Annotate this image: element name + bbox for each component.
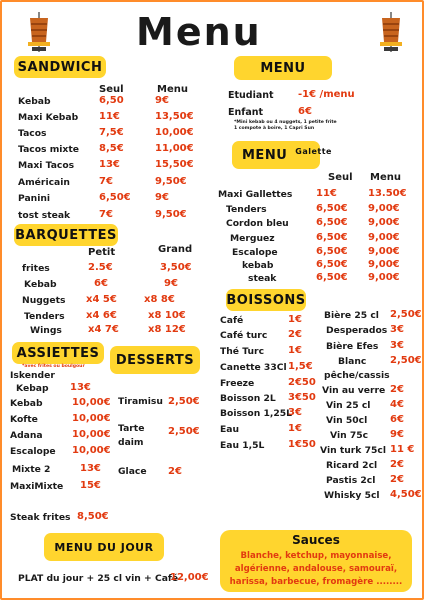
boisson-item-name: pêche/cassis xyxy=(324,370,390,381)
galette-item-menu-price: 9,00€ xyxy=(368,232,400,243)
galette-item-menu-price: 13.50€ xyxy=(368,188,407,199)
galette-header-main: MENU xyxy=(242,147,288,163)
boisson-item-price: 2€ xyxy=(390,384,404,395)
boisson-item-price: 3€ xyxy=(390,324,404,335)
sandwich-item-menu-price: 11,00€ xyxy=(155,143,194,154)
boisson-item-name: Café turc xyxy=(220,330,268,341)
galette-item-name: Merguez xyxy=(230,233,275,244)
sandwich-item-menu-price: 9,50€ xyxy=(155,176,187,187)
assiette-item-name: MaxiMixte xyxy=(10,481,64,492)
barquettes-item-name: Tenders xyxy=(24,311,65,322)
sandwich-item-menu-price: 9€ xyxy=(155,192,169,203)
boisson-item-name: Desperados xyxy=(326,325,388,336)
boisson-item-name: Eau xyxy=(220,424,240,435)
boisson-item-name: Boisson 2L xyxy=(220,393,276,404)
sandwich-item-name: Maxi Tacos xyxy=(18,160,75,171)
barquettes-header: BARQUETTES xyxy=(14,224,118,246)
galette-header-sub: Galette xyxy=(295,146,332,156)
assiette-item-name: Mixte 2 xyxy=(12,464,51,475)
boisson-item-price: 9€ xyxy=(390,429,404,440)
menu-header: MENU xyxy=(234,56,332,80)
galette-item-seul-price: 6,50€ xyxy=(316,259,348,270)
boisson-item-name: Pastis 2cl xyxy=(326,475,376,486)
dessert-tiramisu-price: 2,50€ xyxy=(168,396,200,407)
menu-note-2: 1 compote à boire, 1 Capri Sun xyxy=(234,126,315,131)
barquettes-item-petit-price: 2.5€ xyxy=(88,262,113,273)
assiette-item-price: 10,00€ xyxy=(72,429,111,440)
boisson-item-price: 3€ xyxy=(390,340,404,351)
steak-frites-price: 8,50€ xyxy=(77,511,109,522)
sandwich-item-name: tost steak xyxy=(18,210,71,221)
barquettes-item-petit-price: 6€ xyxy=(94,278,108,289)
assiette-item-price: 10,00€ xyxy=(72,445,111,456)
galette-item-menu-price: 9,00€ xyxy=(368,246,400,257)
boisson-item-name: Vin 25 cl xyxy=(326,400,371,411)
doner-kebab-icon xyxy=(24,12,54,52)
galette-item-name: Escalope xyxy=(232,247,278,258)
boisson-item-name: Boisson 1,25L xyxy=(220,408,292,419)
dessert-tarte-name: Tarte xyxy=(118,423,145,434)
galette-col-menu: Menu xyxy=(370,172,401,183)
boisson-item-name: Vin 50cl xyxy=(326,415,368,426)
sauces-line-3: harissa, barbecue, fromagère ........ xyxy=(229,577,403,587)
sandwich-item-menu-price: 15,50€ xyxy=(155,159,194,170)
boisson-item-name: Canette 33Cl xyxy=(220,362,287,373)
steak-frites-name: Steak frites xyxy=(10,512,71,523)
galette-item-menu-price: 9,00€ xyxy=(368,217,400,228)
sandwich-item-menu-price: 13,50€ xyxy=(155,111,194,122)
boisson-item-price: 2€50 xyxy=(288,377,316,388)
assiette-item-price: 10,00€ xyxy=(72,413,111,424)
assiettes-subtitle: *avec frites ou boulgour xyxy=(22,364,85,369)
galette-item-name: Cordon bleu xyxy=(226,218,289,229)
assiette-item-name: Kofte xyxy=(10,414,38,425)
menu-du-jour-price: 12,00€ xyxy=(170,572,209,583)
galette-item-seul-price: 6,50€ xyxy=(316,217,348,228)
sandwich-item-name: Panini xyxy=(18,193,51,204)
boisson-item-price: 2€ xyxy=(390,474,404,485)
boisson-item-name: Ricard 2cl xyxy=(326,460,378,471)
barquettes-item-grand-price: x8 12€ xyxy=(148,324,186,335)
galette-col-seul: Seul xyxy=(328,172,353,183)
galette-item-seul-price: 6,50€ xyxy=(316,272,348,283)
boisson-item-price: 1,5€ xyxy=(288,361,313,372)
boisson-item-price: 3€50 xyxy=(288,392,316,403)
galette-item-menu-price: 9,00€ xyxy=(368,272,400,283)
sandwich-item-seul-price: 6,50 xyxy=(99,95,124,106)
barquettes-item-grand-price: x8 10€ xyxy=(148,310,186,321)
boisson-item-name: Whisky 5cl xyxy=(324,490,380,501)
barquettes-col-grand: Grand xyxy=(158,244,193,255)
boisson-item-price: 2€ xyxy=(288,329,302,340)
barquettes-item-name: Kebab xyxy=(24,279,57,290)
desserts-header: DESSERTS xyxy=(110,346,200,374)
barquettes-item-petit-price: x4 7€ xyxy=(88,324,119,335)
menu-du-jour-header: MENU DU JOUR xyxy=(44,533,164,561)
boisson-item-price: 1€ xyxy=(288,314,302,325)
galette-item-seul-price: 6,50€ xyxy=(316,203,348,214)
galette-item-name: kebab xyxy=(242,260,274,271)
assiette-item-price: 15€ xyxy=(80,480,101,491)
boisson-item-price: 11 € xyxy=(390,444,415,455)
galette-item-name: Tenders xyxy=(226,204,267,215)
sandwich-item-seul-price: 11€ xyxy=(99,111,120,122)
sandwich-item-seul-price: 13€ xyxy=(99,159,120,170)
dessert-daim-name: daim xyxy=(118,437,144,448)
sandwich-item-seul-price: 7€ xyxy=(99,176,113,187)
boisson-item-price: 1€ xyxy=(288,423,302,434)
boisson-item-price: 3€ xyxy=(288,407,302,418)
sauces-panel xyxy=(220,530,412,592)
boisson-item-name: Vin turk 75cl xyxy=(320,445,386,456)
sandwich-item-name: Maxi Kebab xyxy=(18,112,79,123)
boisson-item-price: 2€ xyxy=(390,459,404,470)
boisson-item-price: 1€50 xyxy=(288,439,316,450)
sandwich-item-seul-price: 8,5€ xyxy=(99,143,124,154)
menu-du-jour-line: PLAT du jour + 25 cl vin + Café xyxy=(18,573,179,584)
menu-etudiant-name: Etudiant xyxy=(228,90,274,101)
boisson-item-name: Vin 75c xyxy=(330,430,369,441)
menu-enfant-price: 6€ xyxy=(298,106,312,117)
sauces-line-2: algérienne, andalouse, samouraï, xyxy=(234,564,398,574)
barquettes-item-grand-price: 9€ xyxy=(164,278,178,289)
assiette-item-price: 13€ xyxy=(80,463,101,474)
galette-item-menu-price: 9,00€ xyxy=(368,203,400,214)
barquettes-item-grand-price: x8 8€ xyxy=(144,294,175,305)
dessert-glace-name: Glace xyxy=(118,466,147,477)
galette-item-seul-price: 6,50€ xyxy=(316,246,348,257)
assiette-item-price: 10,00€ xyxy=(72,397,111,408)
galette-item-seul-price: 11€ xyxy=(316,188,337,199)
barquettes-item-petit-price: x4 6€ xyxy=(86,310,117,321)
boisson-item-price: 2,50€ xyxy=(390,355,422,366)
galette-header xyxy=(232,141,332,169)
boisson-item-name: Café xyxy=(220,315,244,326)
menu-note-1: *Mini kebab ou 4 nuggets, 1 petite frite xyxy=(234,120,337,125)
assiette-item-name: Kebap xyxy=(16,383,49,394)
boisson-item-name: Thé Turc xyxy=(220,346,265,357)
assiette-item-name: Kebab xyxy=(10,398,43,409)
assiette-item-name: Iskender xyxy=(10,370,55,381)
boisson-item-name: Freeze xyxy=(220,378,255,389)
sandwich-item-name: Tacos mixte xyxy=(18,144,79,155)
dessert-tarte-price: 2,50€ xyxy=(168,426,200,437)
dessert-glace-price: 2€ xyxy=(168,466,182,477)
dessert-tiramisu-name: Tiramisu xyxy=(118,396,163,407)
sandwich-item-name: Kebab xyxy=(18,96,51,107)
boissons-header: BOISSONS xyxy=(226,289,306,311)
sandwich-item-menu-price: 9€ xyxy=(155,95,169,106)
galette-item-name: Maxi Gallettes xyxy=(218,189,293,200)
boisson-item-price: 4€ xyxy=(390,399,404,410)
sandwich-item-menu-price: 10,00€ xyxy=(155,127,194,138)
menu-etudiant-price: -1€ /menu xyxy=(298,89,355,100)
boisson-item-name: Eau 1,5L xyxy=(220,440,265,451)
galette-item-seul-price: 6,50€ xyxy=(316,232,348,243)
sandwich-item-seul-price: 6,50€ xyxy=(99,192,131,203)
galette-item-menu-price: 9,00€ xyxy=(368,259,400,270)
doner-kebab-icon xyxy=(376,12,406,52)
sandwich-col-menu: Menu xyxy=(157,84,188,95)
boisson-item-price: 2,50€ xyxy=(390,309,422,320)
page-title: Menu xyxy=(136,10,262,54)
barquettes-item-grand-price: 3,50€ xyxy=(160,262,192,273)
barquettes-item-name: Nuggets xyxy=(22,295,66,306)
assiettes-header: ASSIETTES xyxy=(12,342,104,364)
boisson-item-name: Blanc xyxy=(338,356,367,367)
sandwich-item-name: Américain xyxy=(18,177,70,188)
barquettes-col-petit: Petit xyxy=(88,247,116,258)
galette-item-name: steak xyxy=(248,273,277,284)
sandwich-item-seul-price: 7,5€ xyxy=(99,127,124,138)
boisson-item-name: Bière Efes xyxy=(326,341,379,352)
menu-enfant-name: Enfant xyxy=(228,107,264,118)
assiette-item-name: Adana xyxy=(10,430,43,441)
sandwich-col-seul: Seul xyxy=(99,84,124,95)
boisson-item-name: Bière 25 cl xyxy=(324,310,379,321)
sandwich-item-name: Tacos xyxy=(18,128,47,139)
boisson-item-name: Vin au verre xyxy=(322,385,386,396)
boisson-item-price: 1€ xyxy=(288,345,302,356)
assiette-item-name: Escalope xyxy=(10,446,56,457)
barquettes-item-name: frites xyxy=(22,263,50,274)
sauces-line-1: Blanche, ketchup, mayonnaise, xyxy=(240,551,392,561)
sandwich-header: SANDWICH xyxy=(14,56,106,78)
assiette-item-price: 13€ xyxy=(70,382,91,393)
sauces-header: Sauces xyxy=(292,533,340,547)
boisson-item-price: 6€ xyxy=(390,414,404,425)
sandwich-item-menu-price: 9,50€ xyxy=(155,209,187,220)
barquettes-item-name: Wings xyxy=(30,325,62,336)
barquettes-item-petit-price: x4 5€ xyxy=(86,294,117,305)
boisson-item-price: 4,50€ xyxy=(390,489,422,500)
sandwich-item-seul-price: 7€ xyxy=(99,209,113,220)
